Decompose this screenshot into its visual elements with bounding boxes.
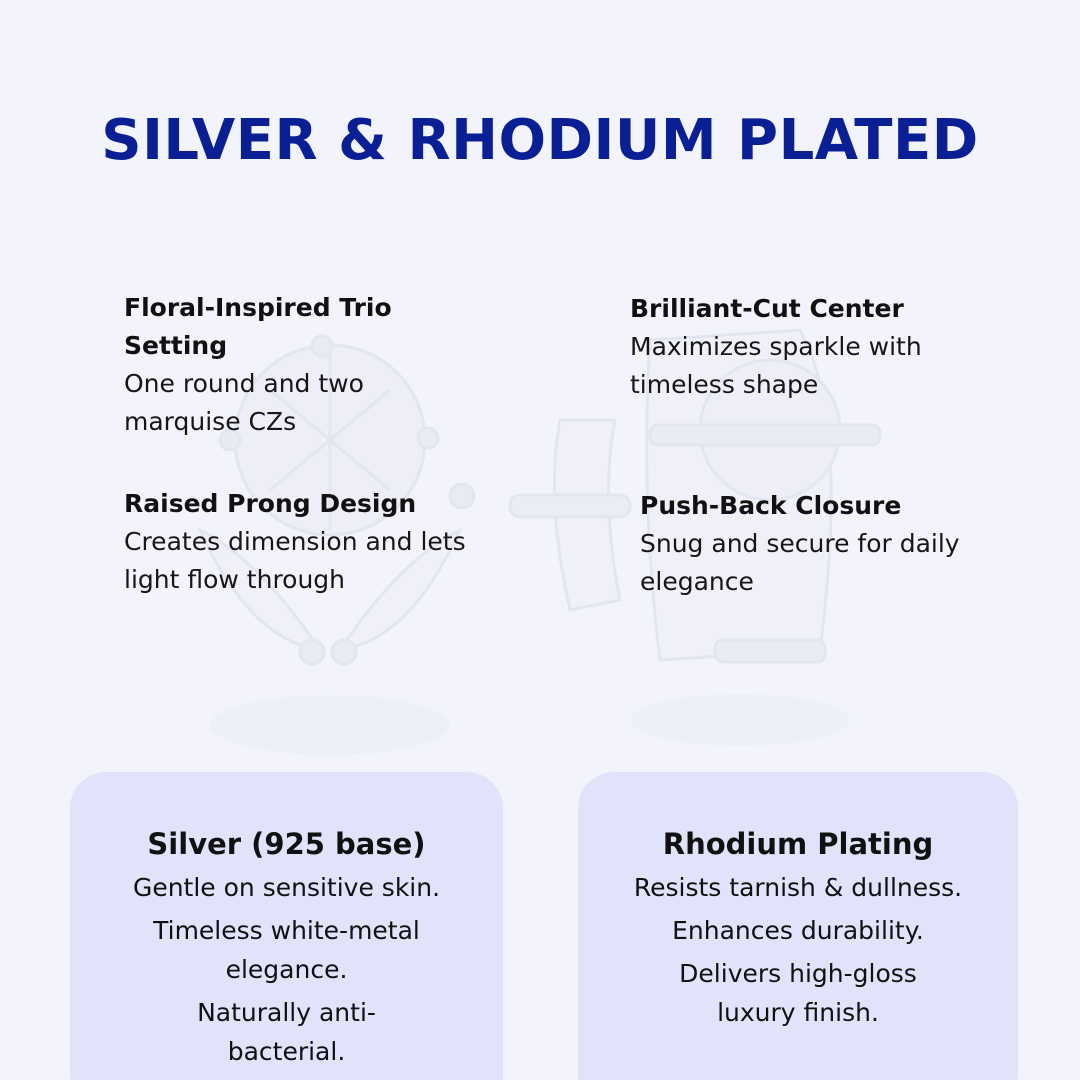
rhodium-info-card	[578, 772, 1018, 1080]
feature-title: Push-Back Closure	[640, 491, 902, 520]
card-line: Resists tarnish & dullness.	[633, 873, 963, 902]
feature-description: One round and two marquise CZs	[124, 369, 364, 436]
card-line: Delivers high-gloss luxury finish.	[679, 959, 917, 1027]
feature-trio-setting	[124, 289, 464, 441]
feature-title: Brilliant-Cut Center	[630, 294, 904, 323]
card-line: Enhances durability.	[672, 916, 924, 945]
card-line: Gentle on sensitive skin.	[132, 873, 441, 902]
feature-title: Raised Prong Design	[124, 489, 417, 518]
card-line: Timeless white-metal elegance.	[153, 916, 420, 984]
card-lines	[90, 868, 483, 1075]
feature-push-back	[640, 487, 1000, 601]
card-title: Silver (925 base)	[147, 827, 426, 861]
feature-title: Floral-Inspired Trio Setting	[124, 293, 392, 360]
card-title: Rhodium Plating	[662, 827, 934, 861]
silver-info-card	[70, 772, 503, 1080]
feature-raised-prong	[124, 485, 484, 599]
feature-description: Snug and secure for daily elegance	[640, 529, 960, 596]
feature-description: Maximizes sparkle with timeless shape	[630, 332, 922, 399]
card-lines	[598, 868, 998, 1036]
feature-brilliant-cut	[630, 290, 1000, 404]
card-line: Naturally anti-bacterial.	[197, 998, 376, 1066]
page-title: SILVER & RHODIUM PLATED	[101, 108, 979, 173]
feature-description: Creates dimension and lets light flow through	[124, 527, 466, 594]
